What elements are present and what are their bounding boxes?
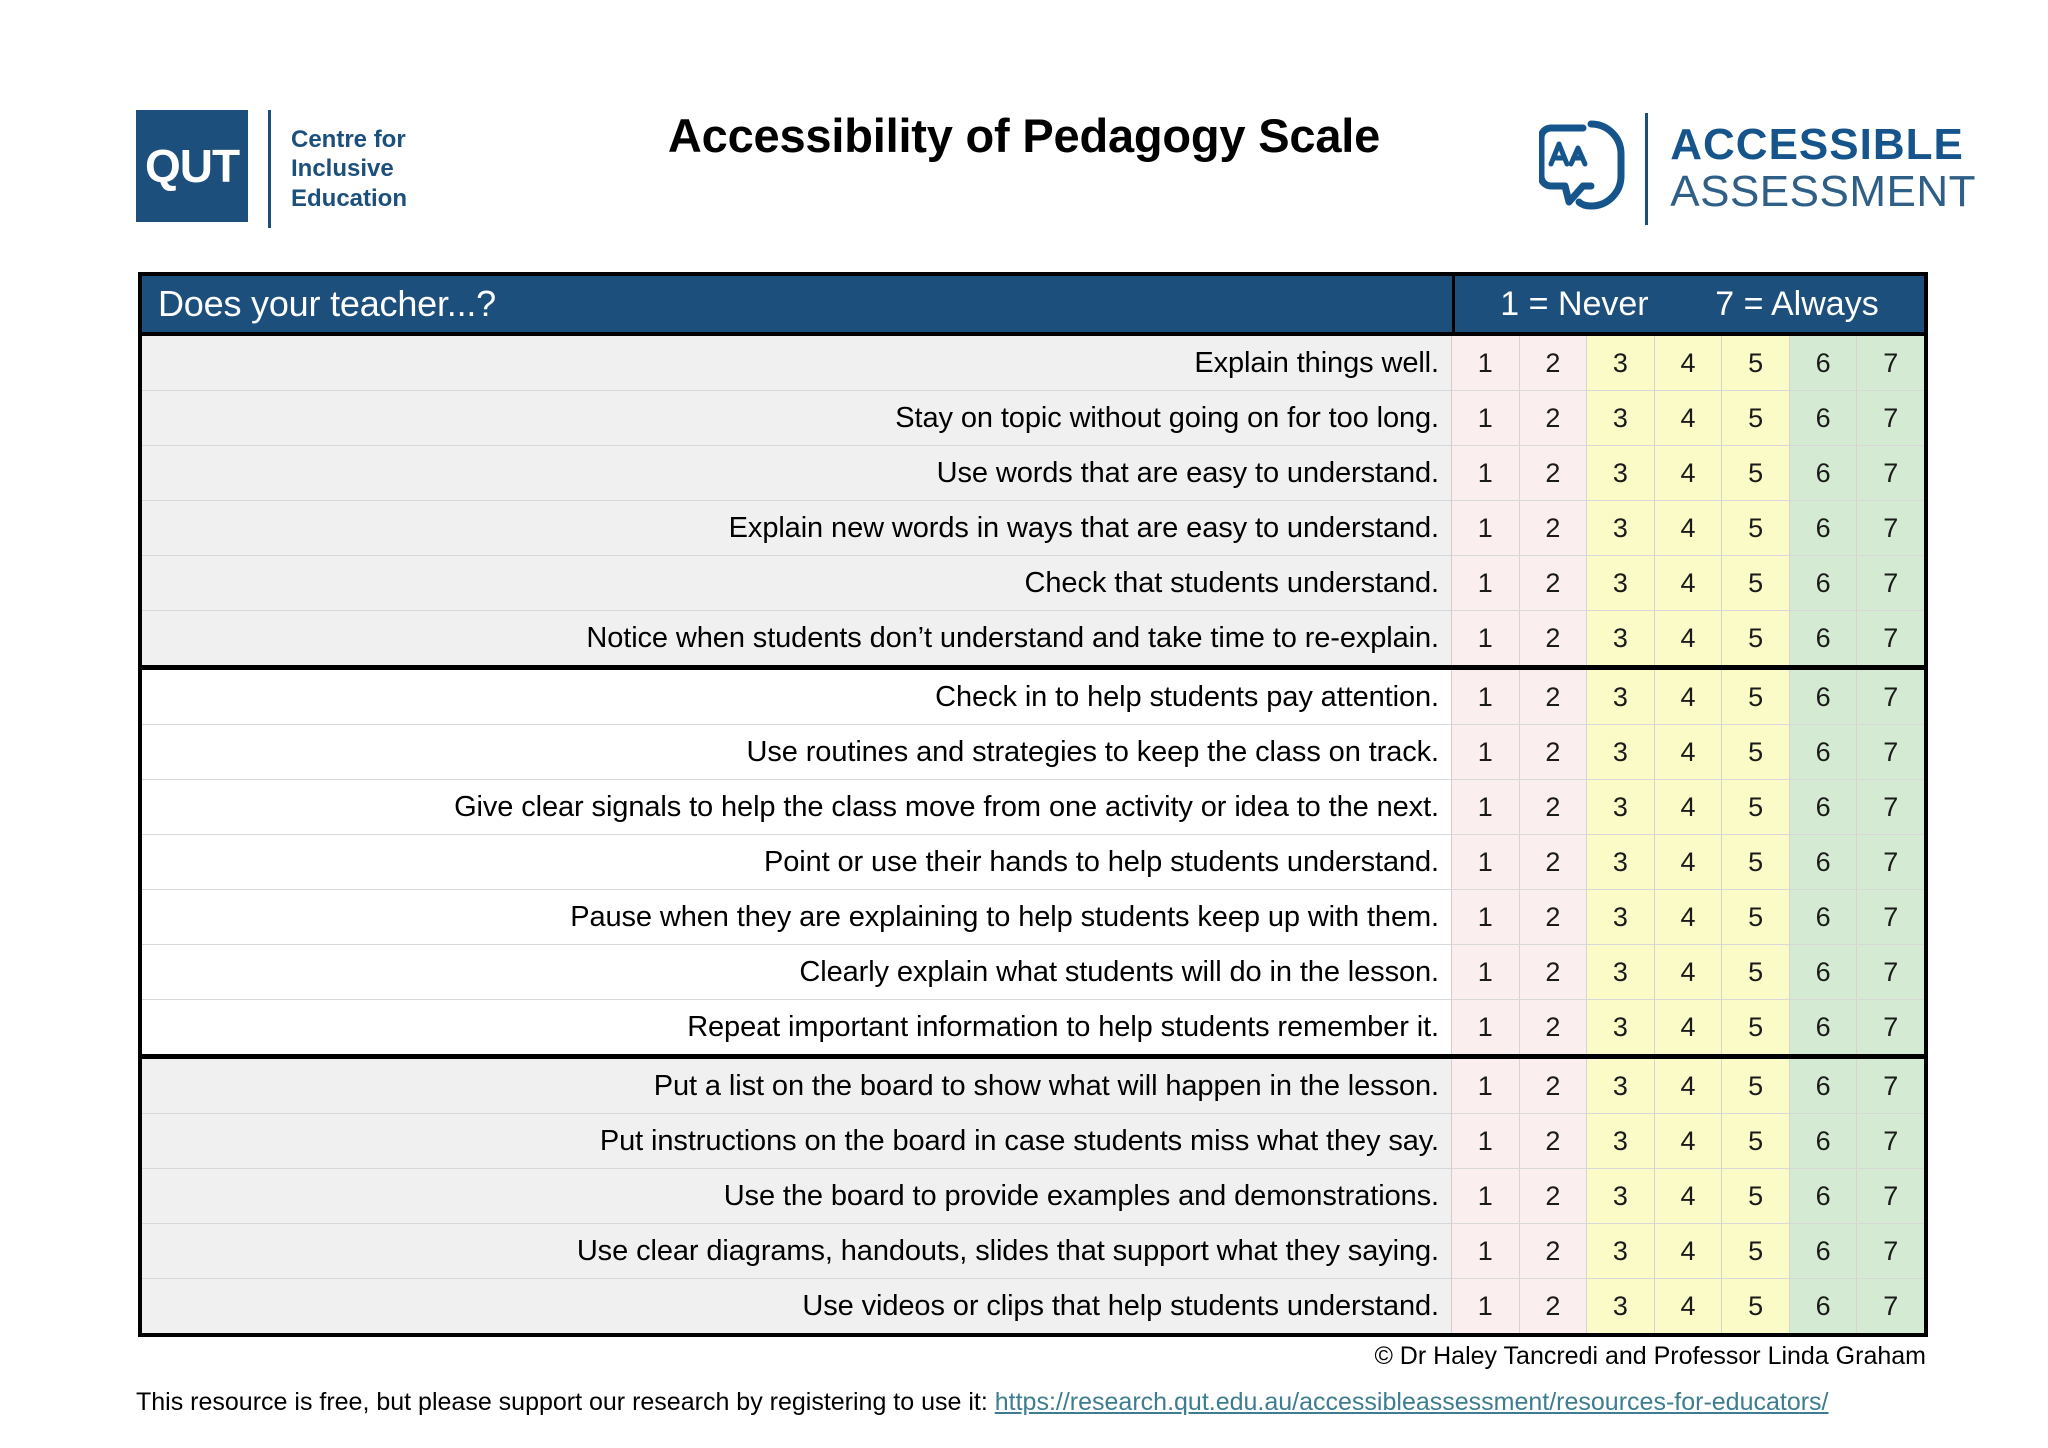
rating-option-3[interactable]: 3 <box>1587 556 1655 610</box>
table-row <box>142 1113 1924 1168</box>
table-row <box>142 1223 1924 1278</box>
rating-option-6[interactable]: 6 <box>1790 835 1858 889</box>
page-header <box>0 0 2048 272</box>
table-header-scale <box>1452 276 1924 332</box>
rating-options <box>1451 1000 1924 1054</box>
speech-bubble-icon <box>1539 118 1631 220</box>
aa-logo-wordmark <box>1670 122 1976 215</box>
item-statement: Use the board to provide examples and demonstrations. <box>142 1169 1451 1223</box>
rating-option-4[interactable]: 4 <box>1655 1114 1723 1168</box>
rating-option-2[interactable]: 2 <box>1520 1059 1588 1113</box>
rating-option-5[interactable]: 5 <box>1722 1279 1790 1333</box>
rating-option-2[interactable]: 2 <box>1520 1224 1588 1278</box>
rating-option-3[interactable]: 3 <box>1587 780 1655 834</box>
rating-option-2[interactable]: 2 <box>1520 446 1588 500</box>
rating-option-4[interactable]: 4 <box>1655 336 1723 390</box>
rating-options <box>1451 945 1924 999</box>
rating-option-7[interactable]: 7 <box>1857 1169 1924 1223</box>
rating-option-4[interactable]: 4 <box>1655 945 1723 999</box>
item-statement: Check in to help students pay attention. <box>142 670 1451 724</box>
item-statement: Clearly explain what students will do in the lesson. <box>142 945 1451 999</box>
rating-option-4[interactable]: 4 <box>1655 501 1723 555</box>
rating-option-1[interactable]: 1 <box>1452 945 1520 999</box>
rating-option-3[interactable]: 3 <box>1587 501 1655 555</box>
pedagogy-scale-table <box>138 272 1928 1337</box>
qut-logo-subtitle-line1: Centre for <box>291 126 406 154</box>
item-statement: Explain things well. <box>142 336 1451 390</box>
rating-option-2[interactable]: 2 <box>1520 336 1588 390</box>
rating-options <box>1451 446 1924 500</box>
rating-option-3[interactable]: 3 <box>1587 725 1655 779</box>
table-row <box>142 500 1924 555</box>
rating-option-5[interactable]: 5 <box>1722 780 1790 834</box>
item-statement: Explain new words in ways that are easy to understand. <box>142 501 1451 555</box>
rating-option-5[interactable]: 5 <box>1722 1224 1790 1278</box>
rating-option-7[interactable]: 7 <box>1857 1279 1924 1333</box>
rating-option-1[interactable]: 1 <box>1452 1059 1520 1113</box>
rating-options <box>1451 725 1924 779</box>
rating-option-1[interactable]: 1 <box>1452 446 1520 500</box>
rating-option-1[interactable]: 1 <box>1452 1114 1520 1168</box>
rating-option-5[interactable]: 5 <box>1722 1114 1790 1168</box>
table-block <box>142 670 1924 1059</box>
rating-option-1[interactable]: 1 <box>1452 611 1520 665</box>
rating-option-5[interactable]: 5 <box>1722 945 1790 999</box>
rating-option-5[interactable]: 5 <box>1722 336 1790 390</box>
rating-option-2[interactable]: 2 <box>1520 556 1588 610</box>
rating-option-3[interactable]: 3 <box>1587 1000 1655 1054</box>
accessible-assessment-logo <box>1539 112 1976 226</box>
rating-option-2[interactable]: 2 <box>1520 611 1588 665</box>
rating-option-7[interactable]: 7 <box>1857 391 1924 445</box>
table-row <box>142 555 1924 610</box>
rating-option-1[interactable]: 1 <box>1452 670 1520 724</box>
qut-logo-mark: QUT <box>136 110 248 222</box>
rating-option-2[interactable]: 2 <box>1520 1279 1588 1333</box>
rating-option-4[interactable]: 4 <box>1655 780 1723 834</box>
rating-option-7[interactable]: 7 <box>1857 945 1924 999</box>
rating-option-3[interactable]: 3 <box>1587 391 1655 445</box>
table-row <box>142 390 1924 445</box>
rating-option-2[interactable]: 2 <box>1520 1169 1588 1223</box>
rating-option-4[interactable]: 4 <box>1655 1059 1723 1113</box>
rating-option-5[interactable]: 5 <box>1722 890 1790 944</box>
scale-legend-high: 7 = Always <box>1715 284 1879 323</box>
rating-option-1[interactable]: 1 <box>1452 1279 1520 1333</box>
rating-option-7[interactable]: 7 <box>1857 336 1924 390</box>
rating-options <box>1451 391 1924 445</box>
scale-legend-low: 1 = Never <box>1500 284 1649 323</box>
table-row <box>142 889 1924 944</box>
rating-option-6[interactable]: 6 <box>1790 670 1858 724</box>
rating-option-2[interactable]: 2 <box>1520 1000 1588 1054</box>
rating-option-3[interactable]: 3 <box>1587 670 1655 724</box>
rating-options <box>1451 1224 1924 1278</box>
table-block <box>142 336 1924 670</box>
rating-option-3[interactable]: 3 <box>1587 1114 1655 1168</box>
rating-option-6[interactable]: 6 <box>1790 391 1858 445</box>
rating-option-7[interactable]: 7 <box>1857 725 1924 779</box>
rating-option-1[interactable]: 1 <box>1452 780 1520 834</box>
rating-option-5[interactable]: 5 <box>1722 611 1790 665</box>
rating-option-1[interactable]: 1 <box>1452 725 1520 779</box>
table-row <box>142 779 1924 834</box>
rating-option-3[interactable]: 3 <box>1587 1279 1655 1333</box>
rating-option-7[interactable]: 7 <box>1857 780 1924 834</box>
rating-option-6[interactable]: 6 <box>1790 725 1858 779</box>
rating-option-1[interactable]: 1 <box>1452 890 1520 944</box>
rating-option-5[interactable]: 5 <box>1722 1000 1790 1054</box>
table-row <box>142 724 1924 779</box>
rating-option-6[interactable]: 6 <box>1790 501 1858 555</box>
rating-options <box>1451 501 1924 555</box>
rating-options <box>1451 835 1924 889</box>
table-row <box>142 670 1924 724</box>
rating-option-1[interactable]: 1 <box>1452 391 1520 445</box>
rating-option-4[interactable]: 4 <box>1655 1000 1723 1054</box>
rating-option-4[interactable]: 4 <box>1655 1224 1723 1278</box>
rating-option-6[interactable]: 6 <box>1790 1114 1858 1168</box>
rating-option-4[interactable]: 4 <box>1655 446 1723 500</box>
rating-option-5[interactable]: 5 <box>1722 725 1790 779</box>
rating-options <box>1451 1279 1924 1333</box>
rating-option-6[interactable]: 6 <box>1790 1169 1858 1223</box>
item-statement: Use videos or clips that help students understand. <box>142 1279 1451 1333</box>
rating-option-5[interactable]: 5 <box>1722 1169 1790 1223</box>
rating-option-1[interactable]: 1 <box>1452 501 1520 555</box>
rating-option-3[interactable]: 3 <box>1587 446 1655 500</box>
rating-option-6[interactable]: 6 <box>1790 1000 1858 1054</box>
rating-option-5[interactable]: 5 <box>1722 556 1790 610</box>
rating-option-7[interactable]: 7 <box>1857 1114 1924 1168</box>
rating-option-7[interactable]: 7 <box>1857 556 1924 610</box>
table-row <box>142 999 1924 1054</box>
table-header-question: Does your teacher...? <box>158 283 496 324</box>
rating-option-4[interactable]: 4 <box>1655 391 1723 445</box>
rating-option-6[interactable]: 6 <box>1790 1279 1858 1333</box>
rating-option-7[interactable]: 7 <box>1857 1000 1924 1054</box>
rating-option-7[interactable]: 7 <box>1857 890 1924 944</box>
rating-option-3[interactable]: 3 <box>1587 1059 1655 1113</box>
item-statement: Repeat important information to help students remember it. <box>142 1000 1451 1054</box>
rating-option-5[interactable]: 5 <box>1722 391 1790 445</box>
page-title: Accessibility of Pedagogy Scale <box>667 109 1381 162</box>
registration-note-text: This resource is free, but please support our research by registering to use it: <box>136 1388 995 1416</box>
rating-option-4[interactable]: 4 <box>1655 890 1723 944</box>
rating-option-5[interactable]: 5 <box>1722 835 1790 889</box>
rating-option-3[interactable]: 3 <box>1587 890 1655 944</box>
rating-options <box>1451 1169 1924 1223</box>
table-header-row <box>142 276 1924 336</box>
rating-options <box>1451 890 1924 944</box>
rating-option-2[interactable]: 2 <box>1520 890 1588 944</box>
rating-option-5[interactable]: 5 <box>1722 1059 1790 1113</box>
item-statement: Pause when they are explaining to help students keep up with them. <box>142 890 1451 944</box>
registration-note <box>136 1388 1829 1417</box>
aa-logo-divider <box>1645 113 1648 225</box>
item-statement: Use words that are easy to understand. <box>142 446 1451 500</box>
rating-option-3[interactable]: 3 <box>1587 835 1655 889</box>
item-statement: Check that students understand. <box>142 556 1451 610</box>
rating-option-6[interactable]: 6 <box>1790 780 1858 834</box>
rating-option-4[interactable]: 4 <box>1655 1169 1723 1223</box>
rating-option-6[interactable]: 6 <box>1790 1224 1858 1278</box>
rating-option-1[interactable]: 1 <box>1452 835 1520 889</box>
rating-option-1[interactable]: 1 <box>1452 556 1520 610</box>
rating-option-7[interactable]: 7 <box>1857 1224 1924 1278</box>
item-statement: Give clear signals to help the class move from one activity or idea to the next. <box>142 780 1451 834</box>
rating-options <box>1451 1114 1924 1168</box>
table-row <box>142 610 1924 665</box>
registration-link[interactable]: https://research.qut.edu.au/accessibleassessment/resources-for-educators/ <box>994 1388 1829 1416</box>
rating-option-4[interactable]: 4 <box>1655 670 1723 724</box>
item-statement: Stay on topic without going on for too long. <box>142 391 1451 445</box>
rating-option-6[interactable]: 6 <box>1790 336 1858 390</box>
rating-options <box>1451 336 1924 390</box>
rating-options <box>1451 780 1924 834</box>
rating-option-2[interactable]: 2 <box>1520 835 1588 889</box>
table-body <box>142 336 1924 1333</box>
rating-option-6[interactable]: 6 <box>1790 556 1858 610</box>
item-statement: Point or use their hands to help students understand. <box>142 835 1451 889</box>
item-statement: Notice when students don’t understand and take time to re-explain. <box>142 611 1451 665</box>
aa-logo-line2: ASSESSMENT <box>1670 167 1976 216</box>
qut-logo-subtitle-line2: Inclusive <box>291 155 394 183</box>
rating-option-4[interactable]: 4 <box>1655 556 1723 610</box>
aa-logo-line1: ACCESSIBLE <box>1670 120 1964 170</box>
rating-options <box>1451 1059 1924 1113</box>
rating-options <box>1451 556 1924 610</box>
rating-option-2[interactable]: 2 <box>1520 945 1588 999</box>
qut-logo-subtitle-line3: Education <box>291 184 408 212</box>
rating-option-1[interactable]: 1 <box>1452 1169 1520 1223</box>
rating-option-6[interactable]: 6 <box>1790 1059 1858 1113</box>
table-row <box>142 1168 1924 1223</box>
table-row <box>142 1059 1924 1113</box>
rating-option-4[interactable]: 4 <box>1655 611 1723 665</box>
rating-option-3[interactable]: 3 <box>1587 1169 1655 1223</box>
table-block <box>142 1059 1924 1333</box>
rating-option-3[interactable]: 3 <box>1587 945 1655 999</box>
rating-option-2[interactable]: 2 <box>1520 391 1588 445</box>
rating-option-2[interactable]: 2 <box>1520 1114 1588 1168</box>
rating-option-4[interactable]: 4 <box>1655 1279 1723 1333</box>
rating-options <box>1451 670 1924 724</box>
rating-option-1[interactable]: 1 <box>1452 1000 1520 1054</box>
rating-option-4[interactable]: 4 <box>1655 835 1723 889</box>
rating-option-7[interactable]: 7 <box>1857 1059 1924 1113</box>
rating-option-6[interactable]: 6 <box>1790 945 1858 999</box>
rating-option-2[interactable]: 2 <box>1520 780 1588 834</box>
rating-option-1[interactable]: 1 <box>1452 336 1520 390</box>
table-row <box>142 1278 1924 1333</box>
table-row <box>142 445 1924 500</box>
rating-option-2[interactable]: 2 <box>1520 725 1588 779</box>
rating-option-7[interactable]: 7 <box>1857 670 1924 724</box>
rating-option-5[interactable]: 5 <box>1722 501 1790 555</box>
item-statement: Put instructions on the board in case students miss what they say. <box>142 1114 1451 1168</box>
rating-option-3[interactable]: 3 <box>1587 611 1655 665</box>
item-statement: Use clear diagrams, handouts, slides that support what they saying. <box>142 1224 1451 1278</box>
rating-option-3[interactable]: 3 <box>1587 1224 1655 1278</box>
rating-option-2[interactable]: 2 <box>1520 670 1588 724</box>
rating-options <box>1451 611 1924 665</box>
rating-option-6[interactable]: 6 <box>1790 611 1858 665</box>
rating-option-6[interactable]: 6 <box>1790 446 1858 500</box>
rating-option-6[interactable]: 6 <box>1790 890 1858 944</box>
rating-option-5[interactable]: 5 <box>1722 446 1790 500</box>
rating-option-7[interactable]: 7 <box>1857 611 1924 665</box>
rating-option-1[interactable]: 1 <box>1452 1224 1520 1278</box>
table-row <box>142 944 1924 999</box>
item-statement: Put a list on the board to show what will happen in the lesson. <box>142 1059 1451 1113</box>
rating-option-7[interactable]: 7 <box>1857 446 1924 500</box>
rating-option-7[interactable]: 7 <box>1857 835 1924 889</box>
rating-option-7[interactable]: 7 <box>1857 501 1924 555</box>
table-row <box>142 336 1924 390</box>
copyright-text: © Dr Haley Tancredi and Professor Linda Graham <box>1374 1342 1926 1370</box>
table-row <box>142 834 1924 889</box>
rating-option-2[interactable]: 2 <box>1520 501 1588 555</box>
rating-option-5[interactable]: 5 <box>1722 670 1790 724</box>
rating-option-4[interactable]: 4 <box>1655 725 1723 779</box>
item-statement: Use routines and strategies to keep the class on track. <box>142 725 1451 779</box>
rating-option-3[interactable]: 3 <box>1587 336 1655 390</box>
